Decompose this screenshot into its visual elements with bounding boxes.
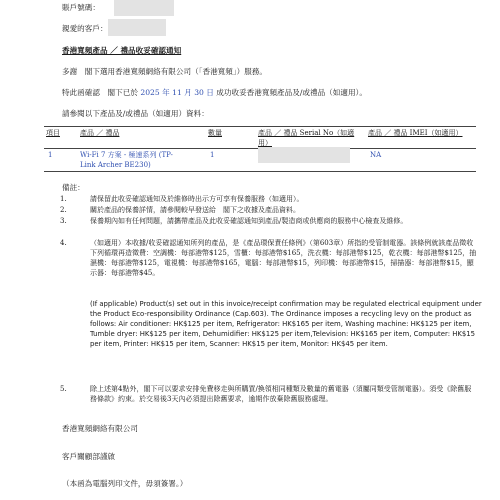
notice-title: 香港寬頻產品 ／ 禮品收妥確認通知 [62,46,182,55]
intro-line: 多謝 閣下選用香港寬頻網絡有限公司（「香港寬頻」）服務。 [62,67,268,76]
row-item: 1 [48,151,53,159]
col-header-product: 產品 ／ 禮品 [80,129,120,137]
confirm-prefix: 特此函確認 閣下已於 [62,88,138,97]
row-imei: NA [370,151,382,159]
note-5-num: 5. [60,385,67,393]
note-4-num: 4. [60,239,67,247]
computer-print-footnote: （本函為電腦列印文件，毋須簽署。） [62,479,188,488]
note-4-text: （如適用）本收據/收妥確認通知所列的產品，是《產品環保責任條例》（第603章）所指的受管制電器。該條例就該產品徵收下列循環再造徵費：空調機：每部港幣$125，雪櫃：每部港幣$165，洗衣機：每部港幣$125，乾衣機：每部港幣$125，抽濕機：每部港幣$125，電視機：每部港幣$165，電腦：每部港幣$15，列印機：每部港幣$15，掃描器：每部港幣$15，顯示器：每部港幣$45。 [90,239,477,277]
greeting: 親愛的客戶： [62,24,108,33]
confirm-suffix: 成功收妥香港寬頻產品及/或禮品（如適用）。 [216,88,367,97]
list-intro: 請參閱以下產品及/或禮品（如適用）資料： [62,109,209,118]
table-top-rule [44,126,476,127]
confirm-date: 2025 年 11 月 30 日 [140,88,214,97]
col-header-item: 項目 [46,129,60,137]
department-sign-off: 客戶關顧部謹啟 [62,452,116,461]
company-name: 香港寬頻網絡有限公司 [62,424,138,433]
note-4-english-text: (If applicable) Product(s) set out in this invoice/receipt confirmation may be regulated electrical equipment under the Product Eco-responsibility Ordinance (Cap.603). The Ordinance imposes a recycling levy on the product as follows: Air conditioner: HK$125 per item, Refrigerator: HK$165 per item, Washing machine: HK$125 per item, Tumble dryer: HK$125 per item, Dehumidifier: HK$125 per item,Television: HK$165 per item, Computer: HK$15 per item, Printer: HK$15 per item, Scanner: HK$15 per item, Monitor: HK$45 per item. [90,300,482,348]
col-header-imei: 產品 ／ 禮品 IMEI（如適用） [368,129,463,137]
note-3-text: 保養期內如有任何問題，請攜帶產品及此收妥確認通知到產品/製造商或供應商的服務中心檢查及維修。 [90,217,408,225]
notes-heading: 備註： [62,183,85,192]
table-bottom-rule [44,171,476,172]
redacted-account-number [114,0,174,16]
col-header-serial: 產品 ／ 禮品 Serial No（如適用） [258,129,355,147]
row-qty: 1 [210,151,215,159]
confirm-line [62,88,367,98]
account-label: 賬戶號碼： [62,3,100,12]
note-1-num: 1. [60,195,67,203]
redacted-serial-number [258,147,350,163]
note-2-num: 2. [60,206,67,214]
note-1-text: 請保留此收妥確認通知及於維修時出示方可享有保養服務（如適用）。 [90,195,304,203]
col-header-qty: 數量 [208,129,222,137]
row-product-line1: Wi-Fi 7 方案 - 極速系列 (TP- [80,151,173,159]
note-3-num: 3. [60,217,67,225]
note-5-text: 除上述第4點外，閣下可以要求安排免費移走與所購買/換領相同種類及數量的舊電器（須屬同類受管制電器）。須受《除舊服務條款》約束。於交易後3天內必須提出除舊要求，逾期作放棄除舊服務處理。 [90,385,472,403]
row-product-line2: Link Archer BE230) [80,161,151,169]
redacted-customer-name [108,19,166,36]
note-2-text: 關於產品的保養詳情，請參閱較早發送給 閣下之收據及產品資料。 [90,206,300,214]
